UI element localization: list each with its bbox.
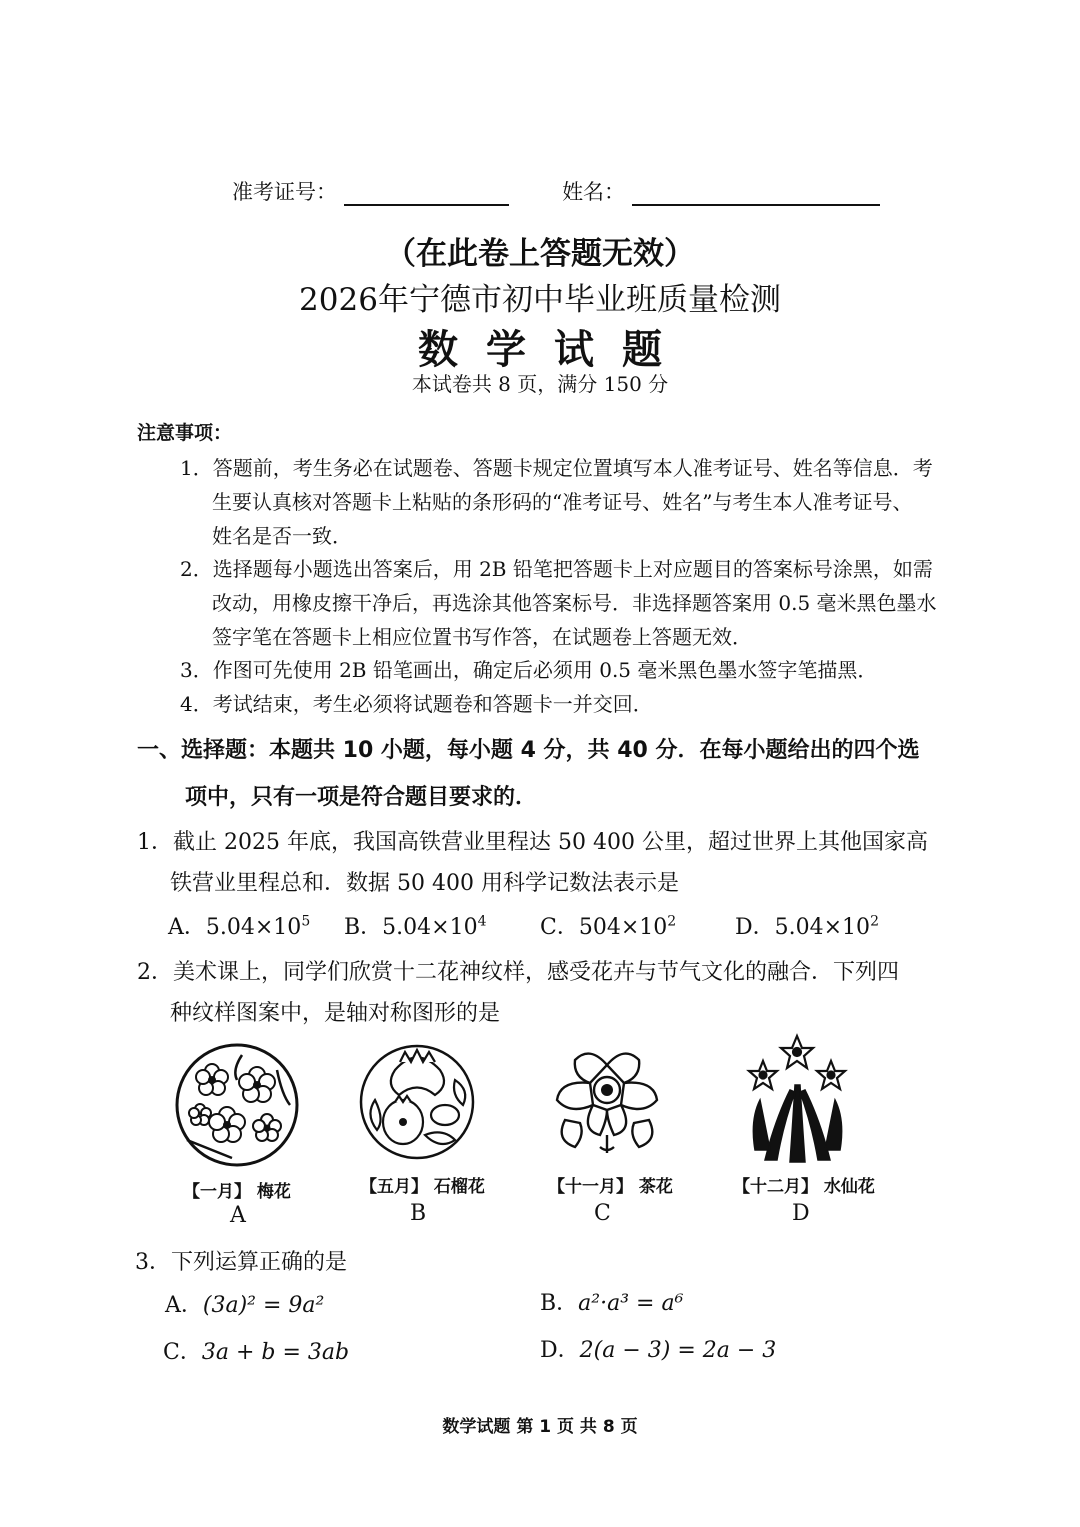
flower-caption-d: 【十二月】 水仙花 [733, 1177, 875, 1197]
option-label: C． [163, 1340, 202, 1365]
option-label: C． [540, 915, 579, 940]
subject-title: 数学试题 [418, 326, 690, 373]
option-base: 5.04×10 [382, 915, 478, 940]
exam-title: 2026年宁德市初中毕业班质量检测 [299, 282, 781, 318]
option-base: 504×10 [578, 915, 668, 940]
q2-stem-cont: 种纹样图案中，是轴对称图形的是 [170, 1001, 501, 1026]
option-exp: 2 [667, 913, 677, 930]
option-letter-a[interactable]: A [230, 1203, 246, 1228]
q2-stem: 2．美术课上，同学们欣赏十二花神纹样，感受花卉与节气文化的融合．下列四 [137, 960, 899, 985]
notice-line: 改动，用橡皮擦干净后，再选涂其他答案标号．非选择题答案用 0.5 毫米黑色墨水 [212, 591, 937, 615]
notice-line: 1．答题前，考生务必在试题卷、答题卡规定位置填写本人准考证号、姓名等信息．考 [180, 456, 933, 480]
option-exp: 4 [477, 913, 487, 930]
option-letter-d[interactable]: D [792, 1201, 810, 1226]
notice-line: 4．考试结束，考生必须将试题卷和答题卡一并交回． [180, 692, 653, 716]
option-label: A． [165, 1293, 203, 1318]
notice-title: 注意事项： [137, 422, 233, 444]
option-label: B． [344, 915, 383, 940]
option-exp: 5 [301, 913, 311, 930]
pages-note: 本试卷共 8 页，满分 150 分 [411, 372, 669, 396]
option-text: a²·a³ = a⁶ [578, 1291, 684, 1316]
option-base: 5.04×10 [205, 915, 302, 940]
q1-option-b[interactable] [344, 910, 487, 941]
option-text: 2(a − 3) = 2a − 3 [579, 1338, 777, 1363]
option-label: D． [540, 1338, 580, 1363]
option-exp: 2 [870, 913, 879, 930]
option-text: (3a)² = 9a² [202, 1293, 325, 1318]
narcissus-pattern[interactable] [735, 1030, 860, 1165]
q1-option-d[interactable] [735, 910, 879, 941]
section-heading: 一、选择题：本题共 10 小题，每小题 4 分，共 40 分．在每小题给出的四个选 [137, 738, 920, 763]
ticket-label: 准考证号： [232, 180, 337, 204]
flower-caption-c: 【十一月】 茶花 [548, 1177, 673, 1197]
notice-line: 2．选择题每小题选出答案后，用 2B 铅笔把答题卡上对应题目的答案标号涂黑，如需 [180, 557, 933, 581]
notice-line: 3．作图可先使用 2B 铅笔画出，确定后必须用 0.5 毫米黑色墨水签字笔描黑． [180, 658, 878, 682]
option-label: B． [540, 1291, 579, 1316]
q3-option-a[interactable] [165, 1288, 324, 1319]
q3-stem: 3．下列运算正确的是 [135, 1250, 347, 1275]
option-base: 5.04×10 [774, 915, 871, 940]
q3-option-c[interactable] [163, 1335, 349, 1366]
name-label: 姓名： [562, 180, 626, 204]
notice-line: 生要认真核对答题卡上粘贴的条形码的“准考证号、姓名”与考生本人准考证号、 [212, 490, 913, 514]
q3-option-b[interactable] [540, 1286, 683, 1317]
page-footer: 数学试题 第 1 页 共 8 页 [442, 1417, 638, 1437]
flower-caption-a: 【一月】 梅花 [183, 1182, 291, 1202]
q1-stem-cont: 铁营业里程总和．数据 50 400 用科学记数法表示是 [170, 871, 679, 896]
notice-line: 姓名是否一致． [212, 524, 352, 548]
option-letter-c[interactable]: C [594, 1201, 611, 1226]
pomegranate-flower-pattern[interactable] [355, 1040, 480, 1165]
q3-option-d[interactable] [540, 1333, 776, 1364]
section-heading-cont: 项中，只有一项是符合题目要求的． [185, 785, 538, 810]
notice-line: 签字笔在答题卡上相应位置书写作答，在试题卷上答题无效． [212, 625, 752, 649]
option-label: D． [735, 915, 775, 940]
camellia-pattern[interactable] [545, 1035, 670, 1160]
name-field[interactable] [632, 182, 880, 206]
option-text: 3a + b = 3ab [201, 1340, 350, 1365]
flower-caption-b: 【五月】 石榴花 [360, 1177, 485, 1197]
ticket-row [232, 176, 880, 206]
q1-option-c[interactable] [540, 910, 676, 941]
q1-option-a[interactable] [168, 910, 310, 941]
plum-blossom-pattern[interactable] [172, 1040, 302, 1170]
invalid-note: （在此卷上答题无效） [385, 236, 695, 272]
ticket-number-field[interactable] [344, 182, 509, 206]
option-label: A． [168, 915, 206, 940]
option-letter-b[interactable]: B [410, 1201, 427, 1226]
q1-stem: 1．截止 2025 年底，我国高铁营业里程达 50 400 公里，超过世界上其他国家高 [137, 830, 928, 855]
